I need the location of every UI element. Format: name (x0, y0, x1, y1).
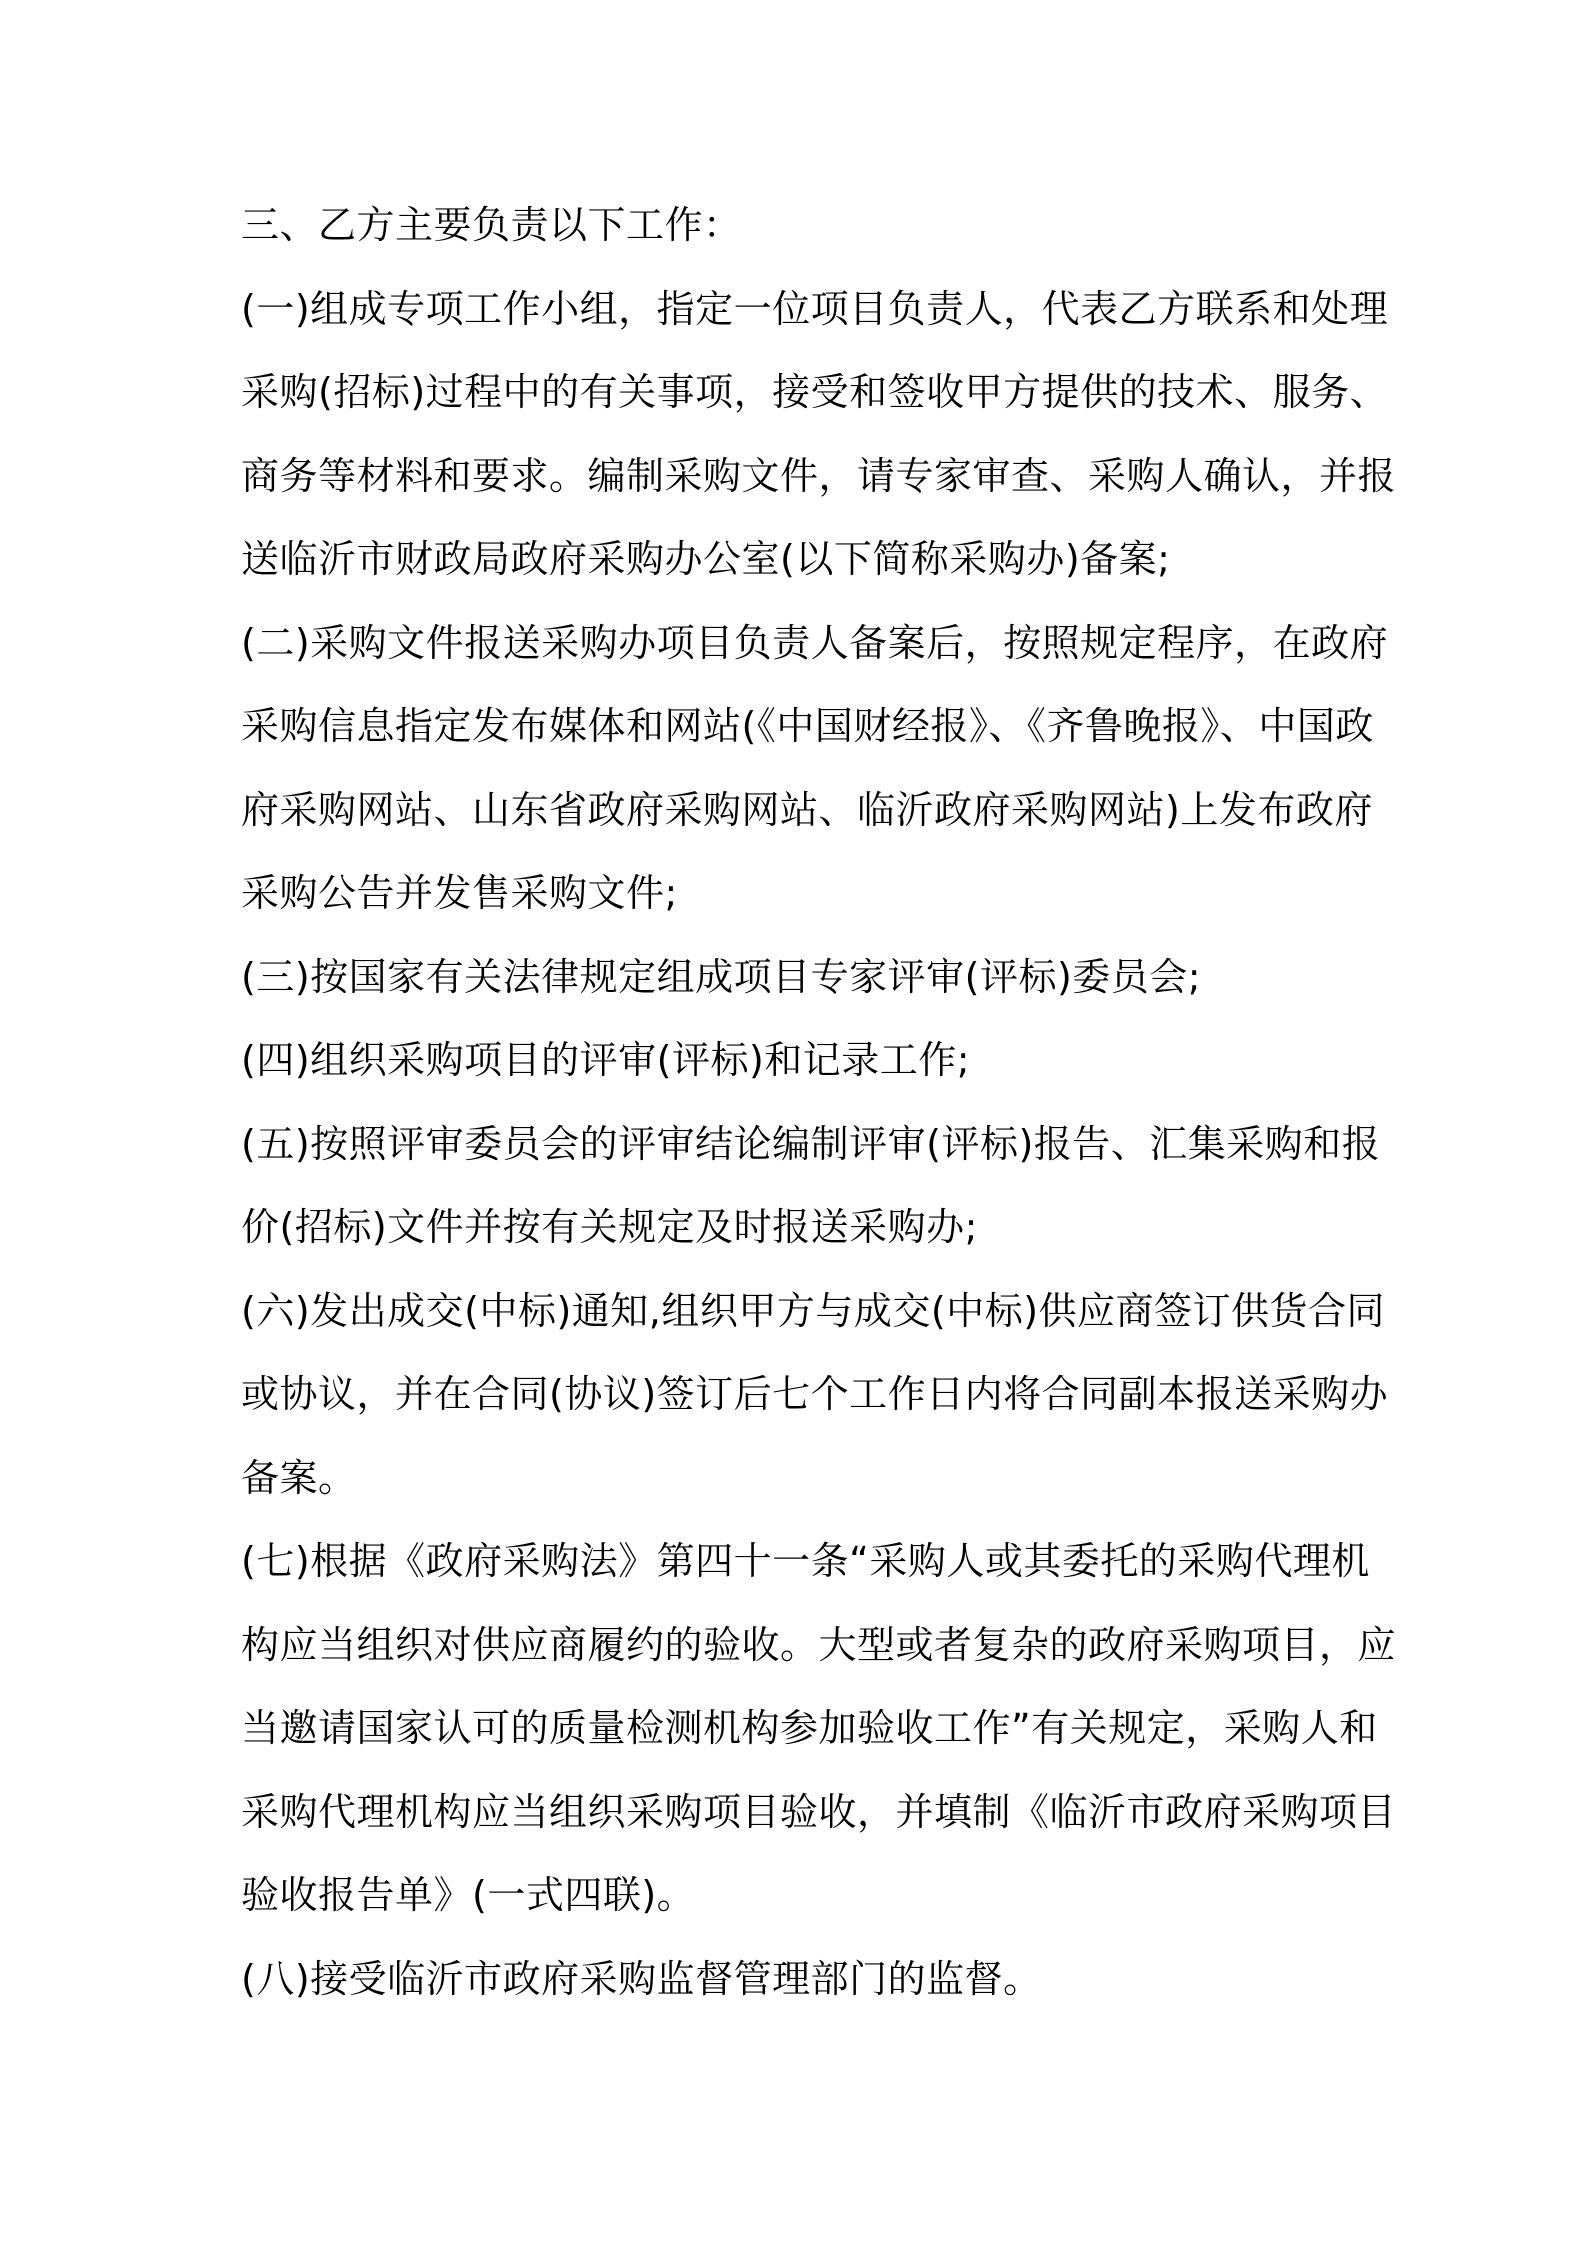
paragraph-7-line-5: 验收报告单》(一式四联)。 (241, 1873, 696, 1917)
paragraph-2-line-2: 采购信息指定发布媒体和网站(《中国财经报》、《齐鲁晚报》、中国政 (241, 704, 1374, 748)
paragraph-1-line-4: 送临沂市财政局政府采购办公室(以下简称采购办)备案; (241, 537, 1171, 581)
section-heading: 三、乙方主要负责以下工作： (241, 203, 742, 247)
paragraph-2-line-1: (二)采购文件报送采购办项目负责人备案后，按照规定程序，在政府 (241, 620, 1389, 665)
paragraph-6-line-1: (六)发出成交(中标)通知,组织甲方与成交(中标)供应商签订供货合同 (241, 1288, 1386, 1333)
paragraph-7-line-1: (七)根据《政府采购法》第四十一条“采购人或其委托的采购代理机 (241, 1539, 1370, 1583)
paragraph-8-line-1: (八)接受临沂市政府采购监督管理部门的监督。 (241, 1956, 1042, 2001)
document-body (241, 184, 1397, 2021)
paragraph-2-line-3: 府采购网站、山东省政府采购网站、临沂政府采购网站)上发布政府 (241, 787, 1373, 832)
paragraph-3-line-1: (三)按国家有关法律规定组成项目专家评审(评标)委员会; (241, 954, 1202, 999)
paragraph-1-line-2: 采购(招标)过程中的有关事项，接受和签收甲方提供的技术、服务、 (241, 370, 1389, 414)
paragraph-5-line-2: 价(招标)文件并按有关规定及时报送采购办; (241, 1205, 978, 1249)
paragraph-7-line-4: 采购代理机构应当组织采购项目验收，并填制《临沂市政府采购项目 (241, 1789, 1397, 1834)
paragraph-7-line-2: 构应当组织对供应商履约的验收。大型或者复杂的政府采购项目，应 (241, 1622, 1397, 1667)
paragraph-2-line-4: 采购公告并发售采购文件; (241, 871, 678, 915)
paragraph-5-line-1: (五)按照评审委员会的评审结论编制评审(评标)报告、汇集采购和报 (241, 1121, 1381, 1166)
paragraph-4-line-1: (四)组织采购项目的评审(评标)和记录工作; (241, 1038, 971, 1082)
paragraph-7-line-3: 当邀请国家认可的质量检测机构参加验收工作”有关规定，采购人和 (241, 1706, 1378, 1750)
paragraph-1-line-1: (一)组成专项工作小组，指定一位项目负责人，代表乙方联系和处理 (241, 286, 1389, 331)
paragraph-6-line-2: 或协议，并在合同(协议)签订后七个工作日内将合同副本报送采购办 (241, 1372, 1389, 1416)
paragraph-6-line-3: 备案。 (241, 1455, 357, 1500)
paragraph-1-line-3: 商务等材料和要求。编制采购文件，请专家审查、采购人确认，并报 (241, 453, 1397, 498)
